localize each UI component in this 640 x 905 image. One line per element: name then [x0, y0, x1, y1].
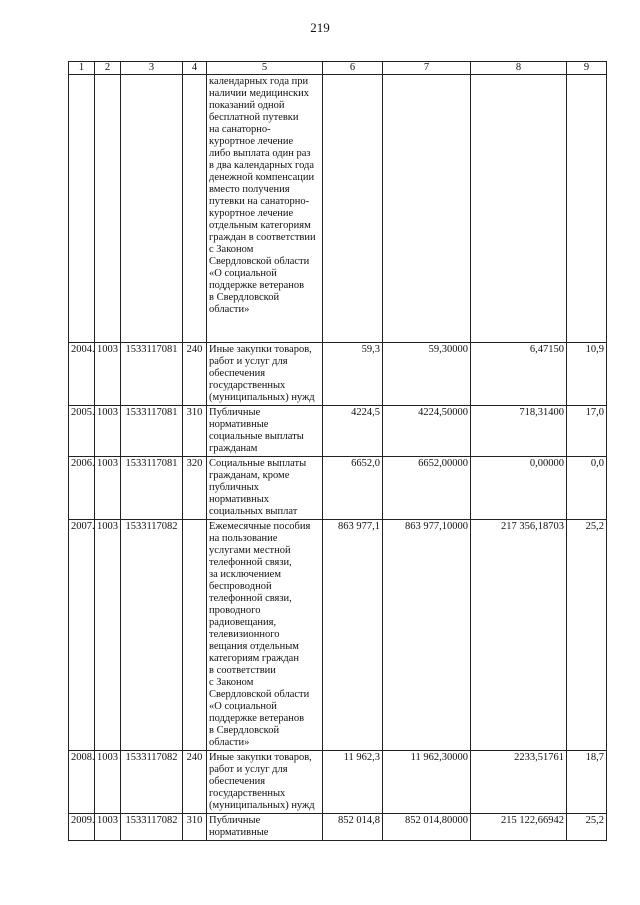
expense-type: 310 — [183, 406, 207, 457]
section-code: 1003 — [95, 814, 121, 841]
target-code: 1533117081 — [121, 457, 183, 520]
table-row — [69, 814, 607, 841]
executed-amount: 217 356,18703 — [471, 520, 567, 751]
column-header: 1 — [69, 62, 95, 75]
description: Иные закупки товаров, работ и услуг для обеспечения государственных (муниципальных) нужд — [207, 751, 323, 814]
description: Ежемесячные пособия на пользование услугами местной телефонной связи, за исключением беспроводной телефонной связи, проводного радиовещания, телевизионного вещания отдельным категориям граждан в соответствии с Законом Свердловской области «О социальной поддержке ветеранов в Свердловской области» — [207, 520, 323, 751]
expense-type: 240 — [183, 751, 207, 814]
planned-amount: 59,3 — [323, 343, 383, 406]
table-row — [69, 457, 607, 520]
approved-amount: 59,30000 — [383, 343, 471, 406]
table-row — [69, 406, 607, 457]
row-number: 2006. — [69, 457, 95, 520]
target-code: 1533117081 — [121, 406, 183, 457]
planned-amount: 4224,5 — [323, 406, 383, 457]
section-code: 1003 — [95, 751, 121, 814]
row-number: 2007. — [69, 520, 95, 751]
expense-type: 310 — [183, 814, 207, 841]
column-header: 8 — [471, 62, 567, 75]
executed-amount: 0,00000 — [471, 457, 567, 520]
description: Иные закупки товаров, работ и услуг для обеспечения государственных (муниципальных) нужд — [207, 343, 323, 406]
execution-percent: 17,0 — [567, 406, 607, 457]
table-row — [69, 751, 607, 814]
executed-amount: 6,47150 — [471, 343, 567, 406]
column-header: 3 — [121, 62, 183, 75]
execution-percent: 25,2 — [567, 814, 607, 841]
planned-amount: 863 977,1 — [323, 520, 383, 751]
target-code: 1533117082 — [121, 520, 183, 751]
table-row — [69, 520, 607, 751]
approved-amount — [383, 75, 471, 343]
planned-amount: 852 014,8 — [323, 814, 383, 841]
page-number: 219 — [310, 20, 330, 35]
section-code: 1003 — [95, 520, 121, 751]
execution-percent: 10,9 — [567, 343, 607, 406]
planned-amount: 6652,0 — [323, 457, 383, 520]
execution-percent — [567, 75, 607, 343]
row-number: 2005. — [69, 406, 95, 457]
column-header: 9 — [567, 62, 607, 75]
row-number — [69, 75, 95, 343]
column-header: 5 — [207, 62, 323, 75]
column-number-row — [69, 62, 607, 75]
approved-amount: 4224,50000 — [383, 406, 471, 457]
section-code: 1003 — [95, 343, 121, 406]
execution-percent: 18,7 — [567, 751, 607, 814]
description: Публичные нормативные социальные выплаты гражданам — [207, 406, 323, 457]
expense-type: 320 — [183, 457, 207, 520]
planned-amount — [323, 75, 383, 343]
description: календарных года при наличии медицинских показаний одной бесплатной путевки на санаторно- курортное лечение либо выплата один раз в два календарных года денежной компенсации вместо получения путевки на санаторно- курортное лечение отдельным категориям граждан в соответствии с Законом Свердловской области «О социальной поддержке ветеранов в Свердловской области» — [207, 75, 323, 343]
section-code: 1003 — [95, 457, 121, 520]
approved-amount: 863 977,10000 — [383, 520, 471, 751]
column-header: 7 — [383, 62, 471, 75]
expense-type — [183, 75, 207, 343]
description: Публичные нормативные — [207, 814, 323, 841]
approved-amount: 852 014,80000 — [383, 814, 471, 841]
approved-amount: 6652,00000 — [383, 457, 471, 520]
table-row — [69, 343, 607, 406]
section-code — [95, 75, 121, 343]
row-number: 2008. — [69, 751, 95, 814]
expense-type — [183, 520, 207, 751]
table-row — [69, 75, 607, 343]
target-code: 1533117082 — [121, 751, 183, 814]
row-number: 2004. — [69, 343, 95, 406]
approved-amount: 11 962,30000 — [383, 751, 471, 814]
target-code — [121, 75, 183, 343]
planned-amount: 11 962,3 — [323, 751, 383, 814]
column-header: 6 — [323, 62, 383, 75]
expense-type: 240 — [183, 343, 207, 406]
column-header: 4 — [183, 62, 207, 75]
row-number: 2009. — [69, 814, 95, 841]
description: Социальные выплаты гражданам, кроме публичных нормативных социальных выплат — [207, 457, 323, 520]
executed-amount: 215 122,66942 — [471, 814, 567, 841]
target-code: 1533117082 — [121, 814, 183, 841]
section-code: 1003 — [95, 406, 121, 457]
execution-percent: 25,2 — [567, 520, 607, 751]
executed-amount: 2233,51761 — [471, 751, 567, 814]
execution-percent: 0,0 — [567, 457, 607, 520]
budget-table — [68, 61, 607, 841]
executed-amount — [471, 75, 567, 343]
column-header: 2 — [95, 62, 121, 75]
executed-amount: 718,31400 — [471, 406, 567, 457]
target-code: 1533117081 — [121, 343, 183, 406]
